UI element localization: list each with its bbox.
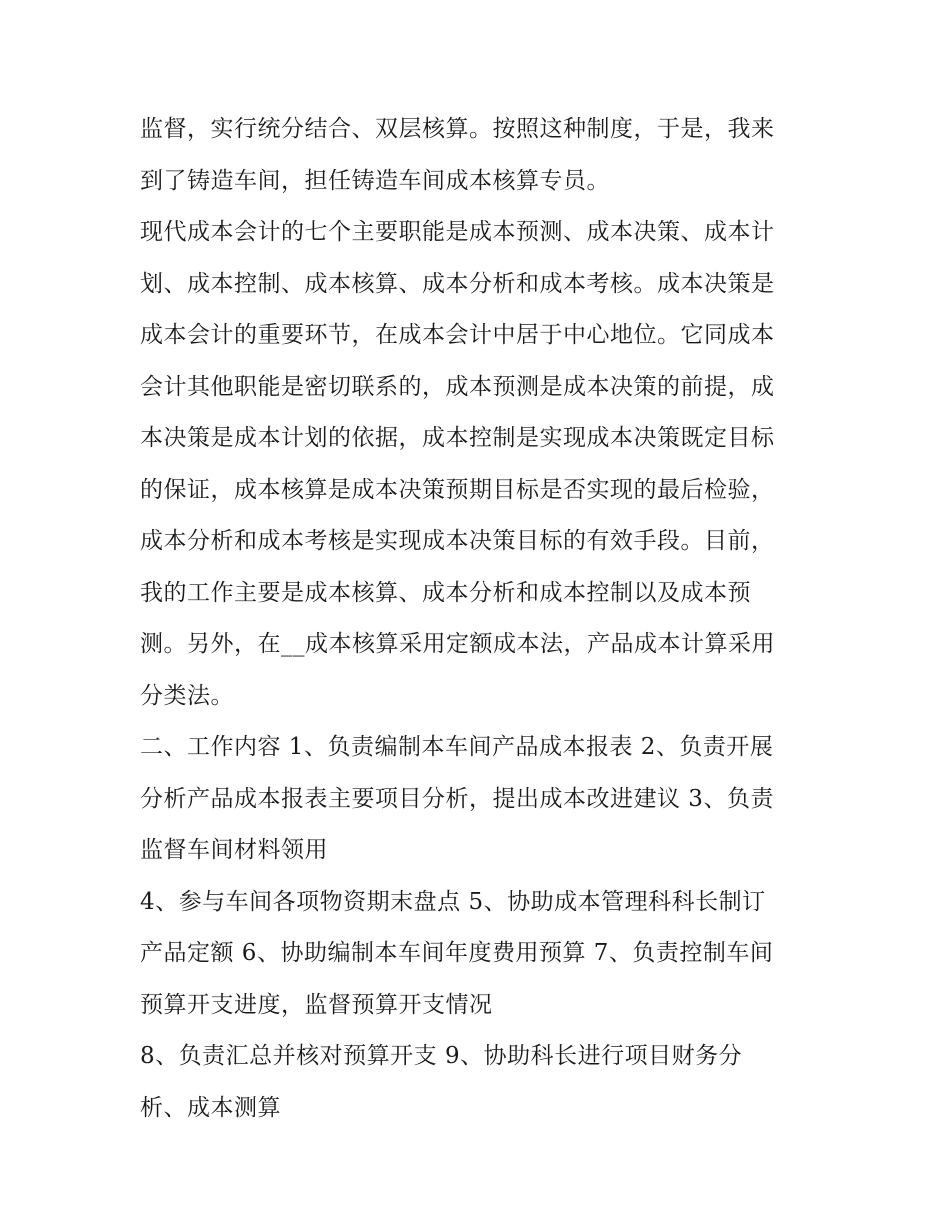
text-line: 现代成本会计的七个主要职能是成本预测、成本决策、成本计 xyxy=(140,219,775,245)
text-line: 我的工作主要是成本核算、成本分析和成本控制以及成本预 xyxy=(140,579,751,606)
text-line: 划、成本控制、成本核算、成本分析和成本考核。成本决策是 xyxy=(140,270,775,297)
text-line: 本决策是成本计划的依据，成本控制是实现成本决策既定目标 xyxy=(140,425,775,451)
text-line: 成本分析和成本考核是实现成本决策目标的有效手段。目前， xyxy=(140,528,775,554)
text-line: 的保证，成本核算是成本决策预期目标是否实现的最后检验， xyxy=(140,476,775,503)
text-line: 析、成本测算 xyxy=(140,1094,281,1121)
text-line: 二、工作内容 1、负责编制本车间产品成本报表 2、负责开展 xyxy=(140,734,774,760)
text-line: 到了铸造车间，担任铸造车间成本核算专员。 xyxy=(140,167,610,194)
text-line: 监督，实行统分结合、双层核算。按照这种制度，于是，我来 xyxy=(140,116,775,142)
text-line: 产品定额 6、协助编制本车间年度费用预算 7、负责控制车间 xyxy=(140,940,774,966)
body-text xyxy=(140,104,820,1134)
text-line: 4、参与车间各项物资期末盘点 5、协助成本管理科科长制订 xyxy=(140,888,766,915)
text-line: 监督车间材料领用 xyxy=(140,837,328,863)
text-line: 8、负责汇总并核对预算开支 9、协助科长进行项目财务分 xyxy=(140,1043,743,1069)
text-line: 分析产品成本报表主要项目分析，提出成本改进建议 3、负责 xyxy=(140,785,774,812)
text-line: 分类法。 xyxy=(140,682,234,709)
text-line: 测。另外，在__成本核算采用定额成本法，产品成本计算采用 xyxy=(140,631,775,657)
text-line: 预算开支进度，监督预算开支情况 xyxy=(140,991,493,1018)
text-line: 会计其他职能是密切联系的，成本预测是成本决策的前提，成 xyxy=(140,373,775,400)
text-line: 成本会计的重要环节，在成本会计中居于中心地位。它同成本 xyxy=(140,322,775,348)
